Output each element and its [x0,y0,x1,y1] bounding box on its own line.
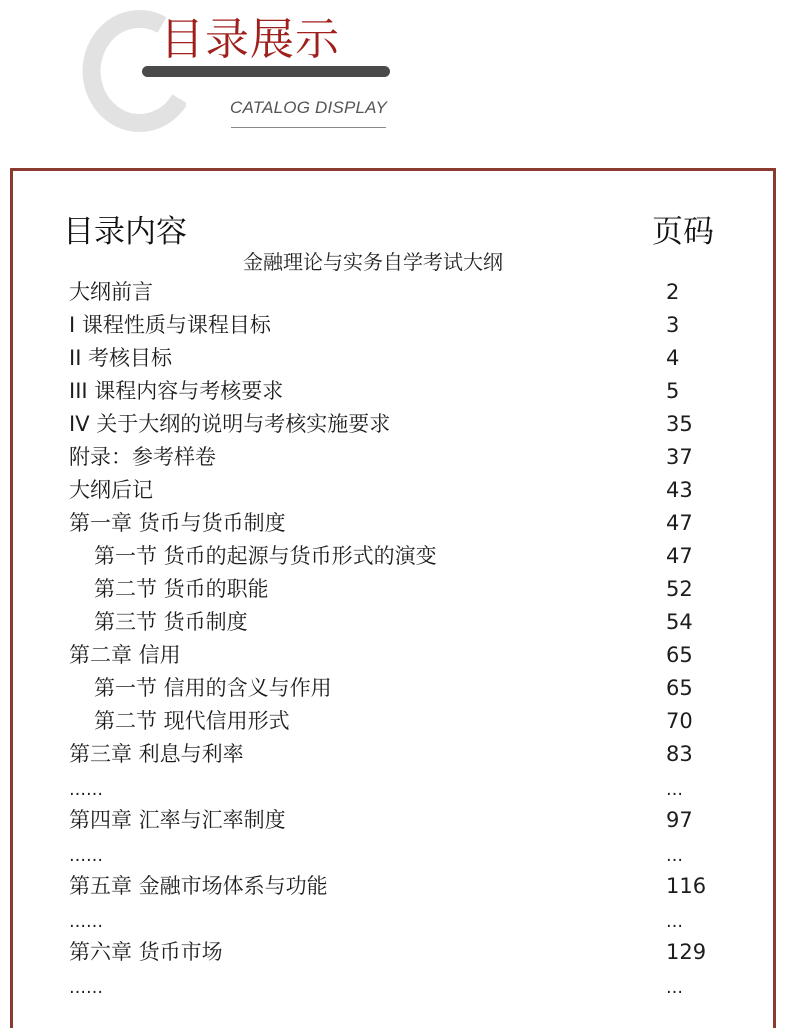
toc-entry-page: 3 [666,313,680,337]
toc-entry-label: 大纲前言 [69,280,153,304]
toc-entry-page: 54 [666,610,693,634]
toc-entry [0,375,790,408]
toc-entry [0,639,790,672]
toc-entry-label: 第二节 货币的职能 [94,577,269,601]
toc-entry [0,507,790,540]
toc-entry-label: IV 关于大纲的说明与考核实施要求 [69,412,391,436]
toc-entry [0,474,790,507]
toc-entry [0,606,790,639]
toc-heading-contents: 目录内容 [63,214,187,250]
toc-entry [0,540,790,573]
toc-entry [0,870,790,903]
toc-entry [0,573,790,606]
toc-entry [0,804,790,837]
page-subtitle: CATALOG DISPLAY [230,98,387,117]
toc-entry-label: 附录：参考样卷 [69,445,216,469]
toc-entry [0,408,790,441]
toc-entry-page: … [666,978,683,998]
toc-entry [0,672,790,705]
subtitle-underline [231,127,386,128]
toc-entry-label: 大纲后记 [69,478,153,502]
toc-entry-page: 65 [666,643,693,667]
toc-entry [0,738,790,771]
title-underline-bar [142,66,390,77]
toc-entry-page: 52 [666,577,693,601]
toc-entry-page: 65 [666,676,693,700]
toc-entry-page: … [666,846,683,866]
toc-entry-page: 116 [666,874,707,898]
toc-entry-label: I 课程性质与课程目标 [69,313,271,337]
toc-entry-page: … [666,780,683,800]
toc-list [0,276,790,1002]
toc-entry-page: … [666,912,683,932]
toc-entry [0,705,790,738]
toc-entry [0,936,790,969]
toc-entry-label: 第一节 信用的含义与作用 [94,676,332,700]
toc-entry [0,441,790,474]
book-title: 金融理论与实务自学考试大纲 [243,250,503,274]
toc-entry-label: 第三章 利息与利率 [69,742,244,766]
toc-entry [0,342,790,375]
toc-entry-page: 70 [666,709,693,733]
toc-entry-label: 第二章 信用 [69,643,181,667]
toc-entry-label: 第四章 汇率与汇率制度 [69,808,286,832]
toc-entry-label: 第一章 货币与货币制度 [69,511,286,535]
toc-entry-label: II 考核目标 [69,346,173,370]
toc-entry-label: …… [69,846,103,866]
toc-entry-label: 第三节 货币制度 [94,610,248,634]
toc-entry-page: 4 [666,346,680,370]
toc-ellipsis-row [0,969,790,1002]
toc-entry-page: 97 [666,808,693,832]
toc-entry-page: 5 [666,379,680,403]
toc-entry-page: 2 [666,280,680,304]
toc-ellipsis-row [0,837,790,870]
toc-ellipsis-row [0,771,790,804]
toc-entry-page: 129 [666,940,707,964]
toc-heading-page: 页码 [652,214,714,250]
toc-entry-label: …… [69,780,103,800]
toc-ellipsis-row [0,903,790,936]
toc-entry-label: …… [69,978,103,998]
toc-entry-page: 37 [666,445,693,469]
toc-entry [0,309,790,342]
toc-entry-label: 第五章 金融市场体系与功能 [69,874,328,898]
page-header [0,0,790,165]
toc-entry-page: 47 [666,511,693,535]
toc-entry-page: 43 [666,478,693,502]
toc-entry-label: 第六章 货币市场 [69,940,223,964]
toc-entry-label: 第二节 现代信用形式 [94,709,290,733]
toc-entry-page: 47 [666,544,693,568]
toc-entry-page: 83 [666,742,693,766]
toc-entry-label: III 课程内容与考核要求 [69,379,284,403]
toc-entry [0,276,790,309]
toc-entry-label: …… [69,912,103,932]
page-title: 目录展示 [160,14,340,65]
toc-entry-label: 第一节 货币的起源与货币形式的演变 [94,544,437,568]
toc-entry-page: 35 [666,412,693,436]
